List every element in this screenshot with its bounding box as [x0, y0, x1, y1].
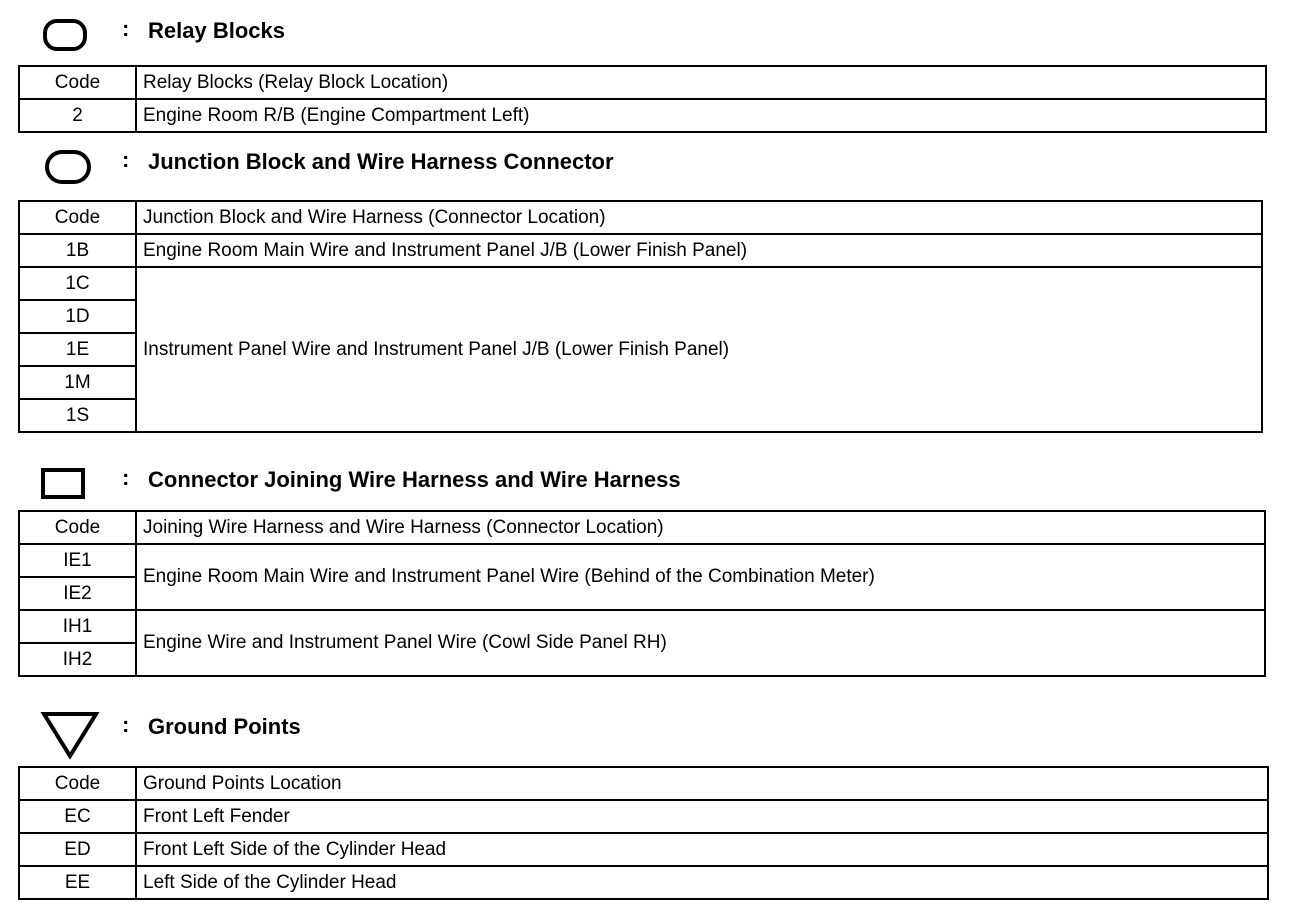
table-row	[19, 866, 1268, 899]
code-cell: 1S	[19, 399, 136, 432]
rounded-rect-icon	[42, 18, 88, 52]
code-cell: IH2	[19, 643, 136, 676]
location-header: Junction Block and Wire Harness (Connector Location)	[136, 201, 1262, 234]
section-title: Junction Block and Wire Harness Connector	[148, 149, 614, 174]
ground-points-table	[18, 766, 1269, 900]
code-cell: IE1	[19, 544, 136, 577]
location-cell: Instrument Panel Wire and Instrument Panel J/B (Lower Finish Panel)	[136, 267, 1262, 432]
code-header: Code	[19, 511, 136, 544]
table-row	[19, 544, 1265, 577]
junction-block-table	[18, 200, 1263, 433]
code-cell: EC	[19, 800, 136, 833]
location-cell: Engine Room R/B (Engine Compartment Left)	[136, 99, 1266, 132]
table-header-row	[19, 767, 1268, 800]
section-junction-block-heading	[0, 145, 1312, 185]
code-cell: ED	[19, 833, 136, 866]
table-header-row	[19, 201, 1262, 234]
code-cell: 1B	[19, 234, 136, 267]
table-row	[19, 234, 1262, 267]
section-ground-points-heading	[0, 710, 1312, 750]
code-header: Code	[19, 201, 136, 234]
location-cell: Engine Wire and Instrument Panel Wire (Cowl Side Panel RH)	[136, 610, 1265, 676]
section-title: Relay Blocks	[148, 18, 285, 43]
location-header: Joining Wire Harness and Wire Harness (Connector Location)	[136, 511, 1265, 544]
code-cell: 2	[19, 99, 136, 132]
code-cell: IE2	[19, 577, 136, 610]
table-header-row	[19, 66, 1266, 99]
location-cell: Left Side of the Cylinder Head	[136, 866, 1268, 899]
code-cell: 1M	[19, 366, 136, 399]
code-cell: IH1	[19, 610, 136, 643]
connector-joining-table	[18, 510, 1266, 677]
oval-icon	[44, 149, 92, 185]
triangle-down-icon	[40, 710, 100, 760]
colon: :	[122, 147, 130, 172]
location-cell: Front Left Side of the Cylinder Head	[136, 833, 1268, 866]
relay-blocks-table	[18, 65, 1267, 133]
location-cell: Engine Room Main Wire and Instrument Panel J/B (Lower Finish Panel)	[136, 234, 1262, 267]
table-row	[19, 610, 1265, 643]
colon: :	[122, 712, 130, 737]
code-cell: 1D	[19, 300, 136, 333]
location-header: Ground Points Location	[136, 767, 1268, 800]
code-header: Code	[19, 66, 136, 99]
code-header: Code	[19, 767, 136, 800]
location-cell: Front Left Fender	[136, 800, 1268, 833]
table-row	[19, 833, 1268, 866]
table-row	[19, 267, 1262, 300]
location-cell: Engine Room Main Wire and Instrument Panel Wire (Behind of the Combination Meter)	[136, 544, 1265, 610]
section-title: Connector Joining Wire Harness and Wire Harness	[148, 467, 681, 492]
square-icon	[40, 467, 88, 503]
code-cell: 1E	[19, 333, 136, 366]
table-header-row	[19, 511, 1265, 544]
code-cell: EE	[19, 866, 136, 899]
table-row	[19, 800, 1268, 833]
section-connector-joining-heading	[0, 463, 1312, 503]
colon: :	[122, 465, 130, 490]
location-header: Relay Blocks (Relay Block Location)	[136, 66, 1266, 99]
colon: :	[122, 16, 130, 41]
table-row	[19, 99, 1266, 132]
code-cell: 1C	[19, 267, 136, 300]
section-title: Ground Points	[148, 714, 301, 739]
section-relay-blocks-heading	[0, 14, 1312, 54]
